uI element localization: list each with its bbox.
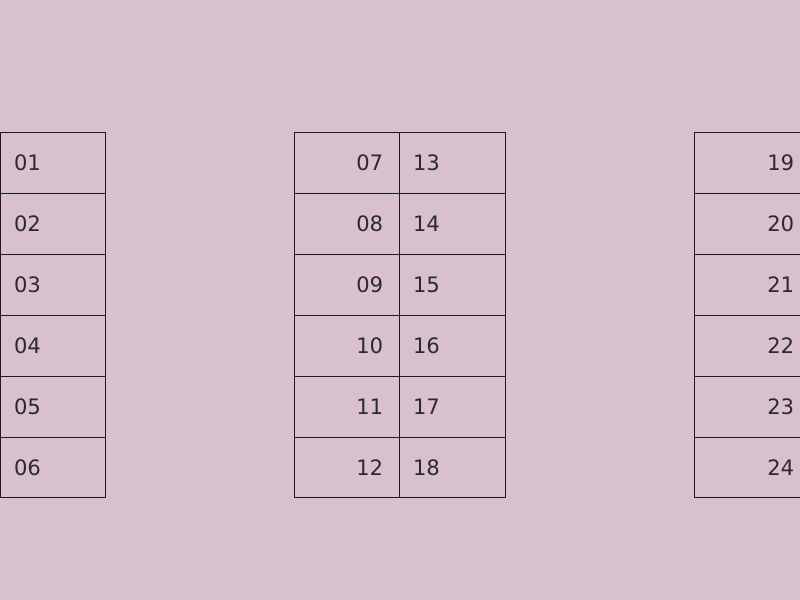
cell-label: 07 — [356, 151, 383, 175]
cell-02[interactable] — [0, 193, 106, 255]
cell-label: 19 — [767, 151, 794, 175]
cell-label: 16 — [413, 334, 440, 358]
cell-15[interactable] — [400, 254, 506, 316]
cell-label: 14 — [413, 212, 440, 236]
cell-label: 06 — [14, 455, 41, 480]
cell-20[interactable] — [694, 193, 800, 255]
cell-label: 03 — [14, 273, 41, 297]
center-right-column — [400, 132, 506, 498]
cell-03[interactable] — [0, 254, 106, 316]
cell-16[interactable] — [400, 315, 506, 377]
cell-22[interactable] — [694, 315, 800, 377]
cell-24[interactable] — [694, 437, 800, 498]
cell-label: 11 — [356, 395, 383, 419]
cell-label: 10 — [356, 334, 383, 358]
cell-14[interactable] — [400, 193, 506, 255]
cell-label: 18 — [413, 455, 440, 480]
cell-04[interactable] — [0, 315, 106, 377]
cell-19[interactable] — [694, 132, 800, 194]
cell-label: 08 — [356, 212, 383, 236]
cell-09[interactable] — [294, 254, 400, 316]
cell-label: 22 — [767, 334, 794, 358]
cell-12[interactable] — [294, 437, 400, 498]
cell-label: 23 — [767, 395, 794, 419]
cell-label: 01 — [14, 151, 41, 175]
cell-label: 15 — [413, 273, 440, 297]
cell-23[interactable] — [694, 376, 800, 438]
cell-label: 05 — [14, 395, 41, 419]
cell-label: 21 — [767, 273, 794, 297]
cell-label: 02 — [14, 212, 41, 236]
cell-label: 04 — [14, 334, 41, 358]
cell-06[interactable] — [0, 437, 106, 498]
cell-label: 24 — [767, 455, 794, 480]
right-column — [694, 132, 800, 498]
cell-label: 09 — [356, 273, 383, 297]
cell-13[interactable] — [400, 132, 506, 194]
cell-label: 20 — [767, 212, 794, 236]
cell-18[interactable] — [400, 437, 506, 498]
left-column — [0, 132, 106, 498]
cell-10[interactable] — [294, 315, 400, 377]
cell-08[interactable] — [294, 193, 400, 255]
cell-17[interactable] — [400, 376, 506, 438]
cell-label: 13 — [413, 151, 440, 175]
cell-11[interactable] — [294, 376, 400, 438]
cell-01[interactable] — [0, 132, 106, 194]
center-left-column — [294, 132, 400, 498]
cell-05[interactable] — [0, 376, 106, 438]
cell-07[interactable] — [294, 132, 400, 194]
cell-label: 17 — [413, 395, 440, 419]
cell-label: 12 — [356, 455, 383, 480]
cell-21[interactable] — [694, 254, 800, 316]
